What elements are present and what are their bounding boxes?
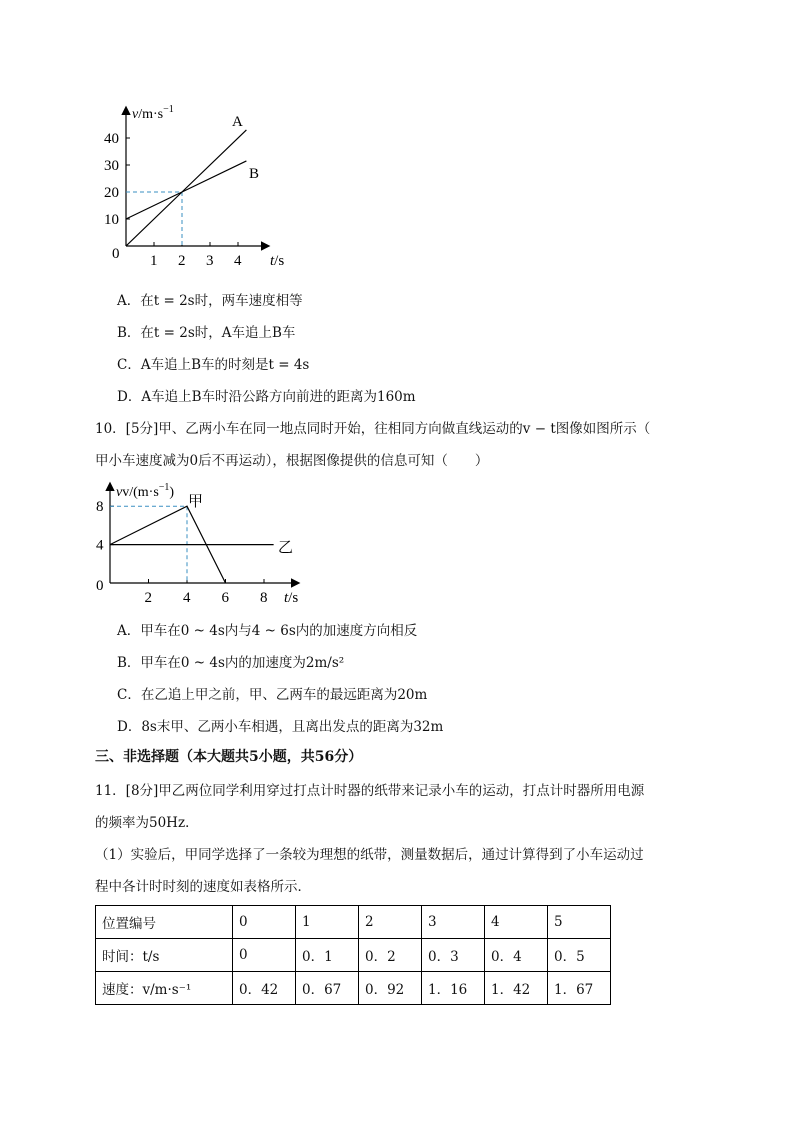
- q10-series-yi-label: 乙: [278, 540, 294, 556]
- table-cell: 0．1: [296, 939, 359, 972]
- q9-series-b-line: [126, 161, 246, 219]
- q10-x-tick-label: 4: [183, 590, 191, 606]
- table-cell: 位置编号: [96, 906, 233, 939]
- table-row: [96, 939, 611, 972]
- q10-stem-line1: 10．[5分]甲、乙两小车在同一地点同时开始，往相同方向做直线运动的v − t图像如图所示（: [95, 421, 651, 437]
- q10-origin-label: 0: [96, 578, 104, 594]
- q11-stem-line2: 的频率为50Hz．: [95, 815, 199, 831]
- q10-x-axis-label: t/s: [284, 590, 299, 606]
- table-cell: 1: [296, 906, 359, 939]
- q9-vt-chart: [104, 98, 298, 278]
- q9-series-b-label: B: [249, 166, 260, 182]
- q9-y-tick-label: 30: [104, 158, 119, 174]
- q11-stem-line1: 11．[8分]甲乙两位同学利用穿过打点计时器的纸带来记录小车的运动，打点计时器所用电源: [95, 783, 645, 799]
- table-cell: 1．16: [422, 972, 485, 1005]
- q9-option-d: D．A车追上B车时沿公路方向前进的距离为160m: [117, 389, 416, 405]
- q9-x-tick-label: 4: [234, 253, 242, 269]
- q9-y-tick-label: 40: [104, 131, 119, 147]
- table-cell: 3: [422, 906, 485, 939]
- q10-series-jia-label: 甲: [188, 494, 204, 510]
- q10-vt-chart: [90, 480, 310, 610]
- q9-series-a-label: A: [232, 114, 243, 130]
- table-cell: 0．92: [359, 972, 422, 1005]
- table-cell: 0．5: [548, 939, 611, 972]
- table-cell: 0．3: [422, 939, 485, 972]
- table-cell: 5: [548, 906, 611, 939]
- q9-x-axis-label: t/s: [270, 253, 285, 269]
- q9-origin-label: 0: [112, 246, 120, 262]
- q10-y-tick-label: 8: [96, 499, 104, 516]
- q10-option-d: D．8s末甲、乙两小车相遇，且离出发点的距离为32m: [117, 719, 444, 735]
- q9-option-c: C．A车追上B车的时刻是t = 4s: [117, 357, 310, 373]
- q10-stem-line2: 甲小车速度减为0后不再运动），根据图像提供的信息可知（ ）: [95, 453, 489, 469]
- table-row: [96, 972, 611, 1005]
- q9-series-a-line: [126, 130, 246, 246]
- q10-y-axis-label: $vv/(m\cdot s^{-1})$: [116, 482, 175, 500]
- table-cell: 时间：t/s: [96, 939, 233, 972]
- q10-x-tick-label: 2: [144, 590, 152, 606]
- q10-x-tick-label: 8: [260, 590, 268, 606]
- q9-x-tick-label: 2: [178, 253, 186, 269]
- q11-sub1-line2: 程中各计时时刻的速度如表格所示．: [95, 879, 311, 895]
- table-cell: 0: [233, 906, 296, 939]
- table-cell: 0: [233, 939, 296, 972]
- q11-data-table: [95, 905, 611, 1005]
- q10-x-tick-label: 6: [221, 590, 229, 606]
- q10-option-a: A．甲车在0 ~ 4s内与4 ~ 6s内的加速度方向相反: [117, 623, 418, 639]
- table-cell: 1．67: [548, 972, 611, 1005]
- q9-y-tick-label: 10: [104, 212, 119, 228]
- q10-option-c: C．在乙追上甲之前，甲、乙两车的最远距离为20m: [117, 687, 428, 703]
- q9-x-tick-label: 3: [206, 253, 214, 269]
- table-cell: 2: [359, 906, 422, 939]
- q9-option-a: A．在t = 2s时，两车速度相等: [117, 293, 303, 309]
- q9-option-b: B．在t = 2s时，A车追上B车: [117, 325, 296, 341]
- table-cell: 速度：v/m·s⁻¹: [96, 972, 233, 1005]
- q9-x-tick-label: 1: [150, 253, 158, 269]
- table-cell: 0．67: [296, 972, 359, 1005]
- q10-option-b: B．甲车在0 ~ 4s内的加速度为2m/s²: [117, 655, 345, 671]
- table-cell: 0．42: [233, 972, 296, 1005]
- table-cell: 0．4: [485, 939, 548, 972]
- table-row: [96, 906, 611, 939]
- table-cell: 0．2: [359, 939, 422, 972]
- section-heading: 三、非选择题（本大题共5小题，共56分）: [95, 749, 363, 765]
- q11-sub1-line1: （1）实验后，甲同学选择了一条较为理想的纸带，测量数据后，通过计算得到了小车运动过: [95, 847, 644, 863]
- q9-y-tick-label: 20: [104, 185, 119, 201]
- q9-y-axis-label: $v/m\cdot s^{-1}$: [132, 104, 174, 122]
- table-cell: 4: [485, 906, 548, 939]
- q10-y-tick-label: 4: [96, 537, 104, 554]
- table-cell: 1．42: [485, 972, 548, 1005]
